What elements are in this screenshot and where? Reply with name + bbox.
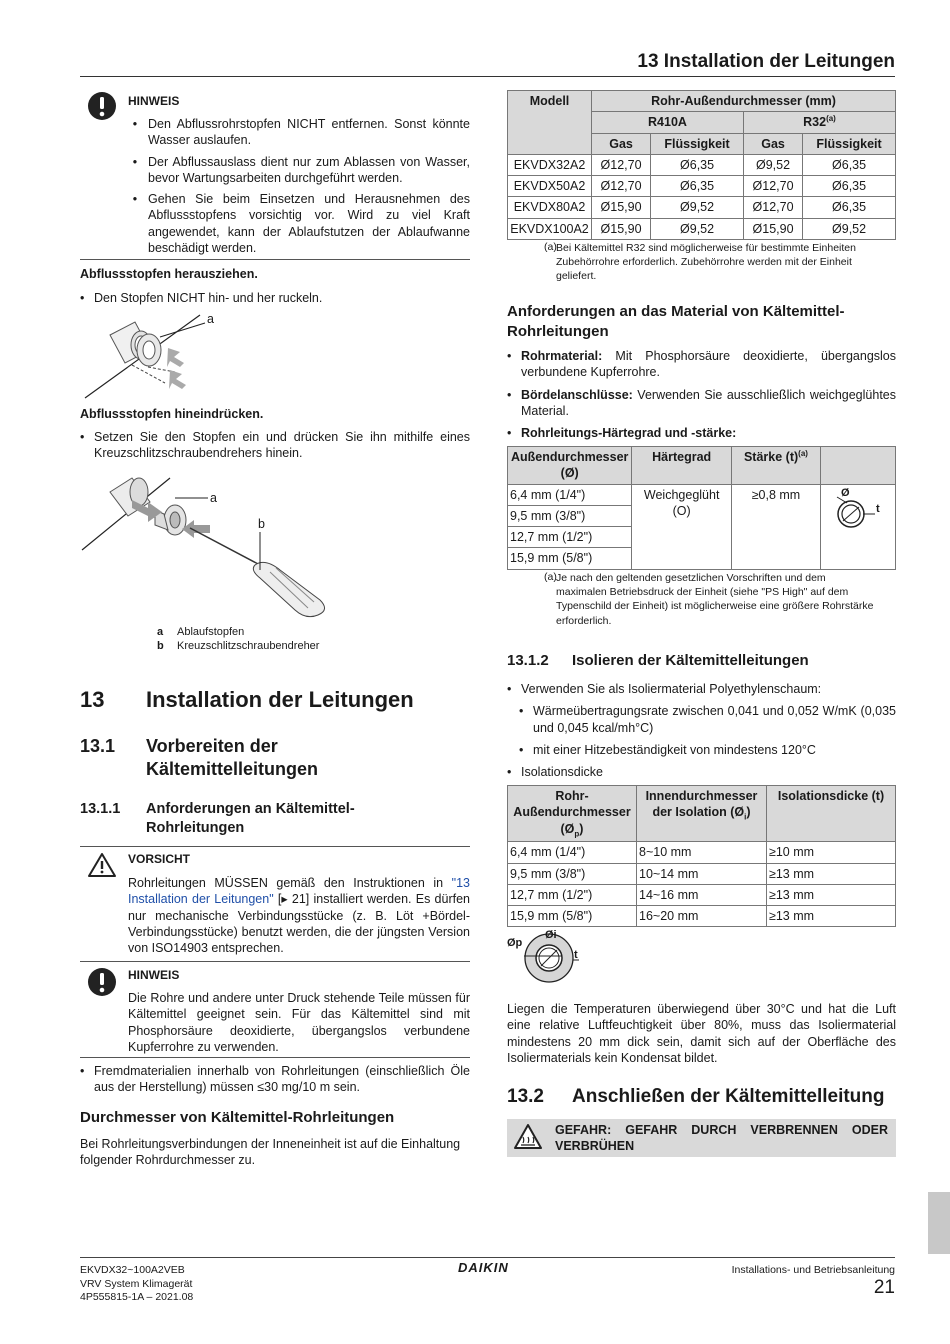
list-item: • Bördelanschlüsse: Verwenden Sie ausschließlich weichgeglühtes Material. [507, 387, 896, 418]
list-item: • Wärmeübertragungsrate zwischen 0,041 und 0,052 W/mK (0,035 und 0,045 kcal/mh°C) [519, 704, 896, 735]
notice-label: HINWEIS [128, 94, 180, 108]
table-header: Außendurchmesser (Ø) [508, 447, 632, 485]
figure-label-phi-p: Øp [507, 937, 523, 949]
notice-hinweis-drain [80, 90, 470, 260]
section-heading-13-1: 13.1 Vorbereiten der Kältemittelleitungen [80, 736, 319, 780]
table-row: 9,5 mm (3/8") [508, 505, 896, 526]
pipe-cross-section-figure [821, 484, 896, 569]
figure-label-phi: Ø [841, 486, 850, 499]
notice-label: HINWEIS [128, 968, 180, 982]
table-row: 15,9 mm (5/8") [508, 548, 896, 569]
list-item: • Isolationsdicke [507, 765, 603, 779]
footer-divider [80, 1257, 895, 1258]
list-item: • Verwenden Sie als Isoliermaterial Polyethylenschaum: [507, 682, 822, 696]
section-heading-13-1-1: 13.1.1 Anforderungen an Kältemittel- Rohrleitungen [80, 801, 355, 836]
table-row: EKVDX32A2 Ø12,70 Ø6,35 Ø9,52 Ø6,35 [508, 154, 896, 175]
list-item: • Der Abflussauslass dient nur zum Ablassen von Wasser, bevor Wartungsarbeiten durchgeführt werden. [132, 154, 470, 185]
notice-label: VORSICHT [128, 852, 191, 866]
table-header: Flüssigkeit [803, 133, 896, 154]
footnote-text: Je nach den geltenden gesetzlichen Vorschriften und dem maximalen Betriebsdruck der Einheit (siehe "PS High" auf dem Typenschild der Einheit) ist möglicherweise eine größere Rohrstärke erforderlich. [556, 572, 874, 627]
notice-text: Die Rohre und andere unter Druck stehende Teile müssen für Kältemittel geeignet sein. Für das Kältemittel sind mit Phosphorsäure deoxidierte, übergangslos verbundene Kupferrohre zu verwenden. [128, 991, 470, 1054]
table-header: Innendurchmesser der Isolation $(Ø_i)$ [637, 786, 767, 842]
list-item: • mit einer Hitzebeständigkeit von mindestens 120°C [519, 742, 816, 757]
material-list [507, 348, 896, 446]
table-row: 6,4 mm (1/4") Weichgeglüht (O) ≥0,8 mm Ø t [508, 484, 896, 505]
table-row: 12,7 mm (1/2") 14~16 mm ≥13 mm [508, 884, 896, 905]
table-header: R410A [592, 112, 744, 133]
footnote-mark: (a) [544, 241, 557, 253]
table-row: EKVDX100A2 Ø15,90 Ø9,52 Ø15,90 Ø9,52 [508, 218, 896, 239]
paragraph-humidity: Liegen die Temperaturen überwiegend über 30°C und hat die Luft eine relative Luftfeuchtigkeit über 80%, muss das Isoliermaterial mindestens 20 mm dick sein, damit sich auf der Oberfläche des Isoliermaterials kein Kondensat bildet. [507, 1002, 896, 1065]
table-header: Isolationsdicke (t) [767, 786, 896, 842]
table-header: Stärke $(t)^{(a)}$ [731, 447, 820, 485]
list-item: • Setzen Sie den Stopfen ein und drücken Sie ihn mithilfe eines Kreuzschlitzschraubendrehers hinein. [80, 430, 470, 461]
table-header: Rohr- Außendurchmesser $(Ø_p)$ [508, 786, 637, 842]
table-row: EKVDX80A2 Ø15,90 Ø9,52 Ø12,70 Ø6,35 [508, 197, 896, 218]
page-header-title: 13 Installation der Leitungen [637, 51, 895, 72]
subheading-push-plug: Abflussstopfen hineindrücken. [80, 407, 264, 421]
table-row: 9,5 mm (3/8") 10~14 mm ≥13 mm [508, 863, 896, 884]
subheading-pipe-diameter: Durchmesser von Kältemittel-Rohrleitungen [80, 1109, 395, 1126]
figure-label-a: a [210, 491, 217, 505]
legend-item: b Kreuzschlitzschraubendreher [157, 640, 320, 653]
figure-label-b: b [258, 517, 265, 531]
list-item: • Rohrleitungs-Härtegrad und -stärke: [507, 426, 737, 440]
page-number: 21 [873, 1277, 895, 1298]
subheading-material: Anforderungen an das Material von Kältemittel- Rohrleitungen [507, 303, 845, 340]
table-header: R32$^{(a)}$ [743, 112, 895, 133]
footer-manual-title: Installations- und Betriebsanleitung [731, 1264, 895, 1276]
table-row: EKVDX50A2 Ø12,70 Ø6,35 Ø12,70 Ø6,35 [508, 176, 896, 197]
link-section-13[interactable]: "13 Installation der Leitungen" [128, 876, 470, 907]
list-item: • Rohrmaterial: Mit Phosphorsäure deoxidierte, übergangslos verbundene Kupferrohre. [507, 349, 896, 380]
footnote-mark: (a) [544, 571, 557, 583]
legend-item: a Ablaufstopfen [157, 626, 245, 638]
footer-doc-info: EKVDX32~100A2VEB VRV System Klimagerät 4P555815-1A – 2021.08 [80, 1264, 194, 1304]
chapter-side-tab [928, 1192, 950, 1254]
figure-pull-plug [80, 310, 240, 402]
danger-banner [507, 1119, 896, 1157]
paragraph-pipe-diameter: Bei Rohrleitungsverbindungen der Inneneinheit ist auf die Einhaltung folgender Rohrdurchmesser zu. [80, 1137, 461, 1168]
daikin-logo: DAIKIN [458, 1260, 509, 1275]
table-row: 15,9 mm (5/8") 16~20 mm ≥13 mm [508, 906, 896, 927]
subheading-pull-plug: Abflussstopfen herausziehen. [80, 267, 258, 281]
table-hardness-thickness [507, 446, 896, 570]
figure-label-a: a [207, 312, 214, 326]
table-pipe-diameter [507, 90, 896, 240]
list-item: • Den Abflussrohrstopfen NICHT entfernen. Sonst könnte Wasser auslaufen. [132, 117, 470, 148]
section-divider [80, 259, 470, 260]
header-divider [80, 76, 895, 77]
table-header: Härtegrad [632, 447, 732, 485]
table-header: Gas [592, 133, 651, 154]
figure-label-t: t [876, 502, 880, 515]
exclamation-circle-icon [87, 91, 117, 121]
table-header: Rohr-Außendurchmesser (mm) [592, 91, 896, 112]
table-header: Flüssigkeit [651, 133, 744, 154]
table-header: Modell [508, 91, 592, 155]
table-header [821, 447, 896, 485]
notice-hinweis-pipes [80, 966, 470, 1056]
table-insulation-thickness [507, 785, 896, 927]
figure-label-phi-i: Øi [545, 929, 557, 941]
table-header: Gas [743, 133, 802, 154]
figure-legend [157, 625, 319, 654]
table-row: 6,4 mm (1/4") 8~10 mm ≥10 mm [508, 842, 896, 863]
warning-triangle-icon [87, 852, 117, 878]
notice-top-rule [80, 846, 470, 847]
danger-text: GEFAHR: GEFAHR DURCH VERBRENNEN ODER VERBRÜHEN [555, 1123, 888, 1154]
exclamation-circle-icon [87, 967, 117, 997]
insulated-pipe-figure [507, 928, 587, 988]
pipe-ring-icon [823, 487, 893, 535]
hot-surface-warning-icon [513, 1123, 543, 1151]
table-row: 12,7 mm (1/2") [508, 527, 896, 548]
list-item: • Gehen Sie beim Einsetzen und Herausnehmen des Abflussstopfens vorsichtig vor. Wird zu viel Kraft angewendet, kann der Ablaufstutzen der Ablaufwanne beschädigt werden. [132, 192, 470, 255]
figure-push-plug [80, 470, 330, 620]
list-item: • Fremdmaterialien innerhalb von Rohrleitungen (einschließlich Öle aus der Herstellung) müssen ≤30 mg/10 m sein. [80, 1064, 470, 1095]
notice-bottom-rule [80, 1057, 470, 1058]
insulation-list [507, 681, 896, 785]
figure-label-t: t [574, 949, 578, 961]
list-item: • Den Stopfen NICHT hin- und her ruckeln. [80, 291, 323, 305]
notice-vorsicht [80, 850, 470, 960]
notice-bottom-rule [80, 961, 470, 962]
footnote-text: Bei Kältemittel R32 sind möglicherweise für bestimmte Einheiten Zubehörrohre erforderlich. Zubehörrohre werden mit der Einheit geliefert. [556, 242, 856, 283]
notice-text: Rohrleitungen MÜSSEN gemäß den Instruktionen in "13 Installation der Leitungen" [▸ 21] installiert werden. Es dürfen nur mechanische Verbindungsstücke (z. B. Löt +Bördel-Verbindungsstücke) benutzt werden, die der jüngsten Version von ISO14903 entsprechen. [128, 876, 470, 955]
